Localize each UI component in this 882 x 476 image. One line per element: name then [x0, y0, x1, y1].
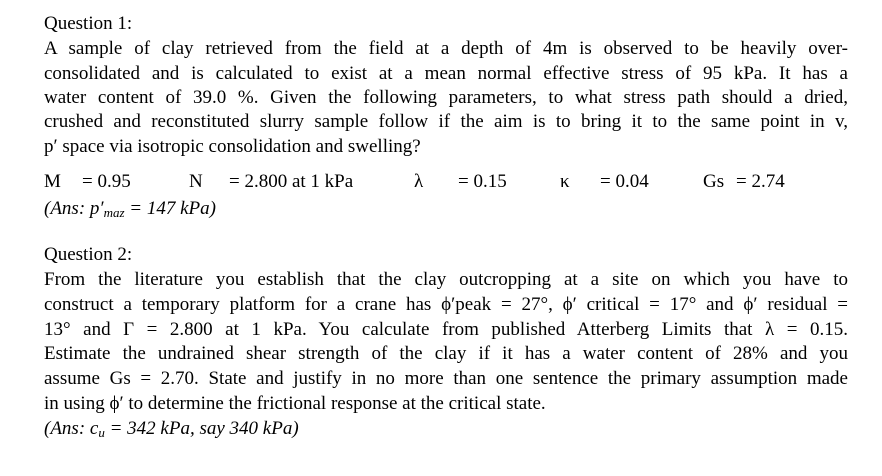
question-2-answer-suffix: = 342 kPa, say 340 kPa) [104, 418, 299, 439]
param-n-symbol: N [189, 171, 203, 192]
question-2-line-3: 13° and Γ = 2.800 at 1 kPa. You calculate from published Atterberg Limits that λ = 0.15. [44, 319, 848, 340]
question-1-answer-subscript: maz [103, 205, 125, 220]
question-1-line-2: consolidated and is calculated to exist at a mean normal effective stress of 95 kPa. It has a [44, 63, 848, 84]
question-2-heading: Question 2: [44, 244, 133, 265]
question-2-line-1: From the literature you establish that the clay outcropping at a site on which you have to [44, 269, 848, 290]
question-2-answer [44, 417, 299, 441]
question-1-answer-suffix: = 147 kPa) [124, 198, 216, 219]
question-2-line-5: assume Gs = 2.70. State and justify in no more than one sentence the primary assumption made [44, 368, 848, 389]
question-1-answer-prefix: (Ans: p′ [44, 198, 104, 219]
param-gs-symbol: Gs [703, 171, 725, 192]
question-1-line-3: water content of 39.0 %. Given the following parameters, to what stress path should a dried, [44, 87, 848, 108]
param-lambda-value: = 0.15 [458, 171, 507, 192]
question-1-answer [44, 197, 216, 221]
param-kappa-symbol: κ [560, 171, 570, 192]
question-1-heading: Question 1: [44, 13, 133, 34]
param-kappa-value: = 0.04 [600, 171, 649, 192]
param-gs-value: = 2.74 [736, 171, 785, 192]
question-2-line-6: in using ϕ′ to determine the frictional response at the critical state. [44, 393, 546, 414]
question-1-line-5: p′ space via isotropic consolidation and swelling? [44, 136, 421, 157]
param-m-symbol: M [44, 171, 61, 192]
param-lambda-symbol: λ [414, 171, 424, 192]
question-2-answer-subscript: u [98, 425, 105, 440]
question-2-line-4: Estimate the undrained shear strength of the clay if it has a water content of 28% and you [44, 343, 848, 364]
question-2-line-2: construct a temporary platform for a crane has ϕ′peak = 27°, ϕ′ critical = 17° and ϕ′ residual = [44, 294, 848, 315]
param-n-value: = 2.800 at 1 kPa [229, 171, 354, 192]
question-2-answer-prefix: (Ans: c [44, 418, 99, 439]
question-1-line-4: crushed and reconstituted slurry sample follow if the aim is to bring it to the same point in v, [44, 111, 848, 132]
param-m-value: = 0.95 [82, 171, 131, 192]
question-1-line-1: A sample of clay retrieved from the field at a depth of 4m is observed to be heavily over- [44, 38, 848, 59]
